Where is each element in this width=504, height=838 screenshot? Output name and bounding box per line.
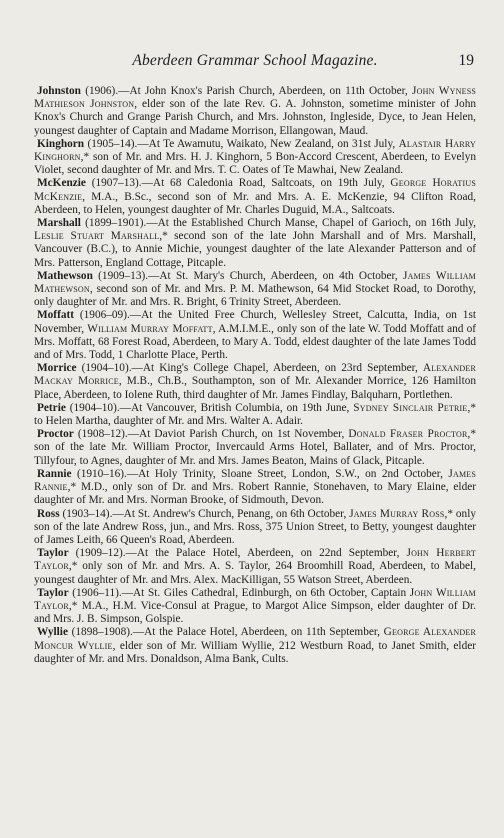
entry-text: ,* to Helen Martha, daughter of Mr. and Mrs. Walter A. Adair.: [34, 401, 476, 428]
entry-full-name: John William Taylor: [34, 586, 476, 612]
entry-text: , elder son of the late Rev. G. A. Johnston, sometime minister of John Knox's Church and Grange Parish Church, and Mrs. Johnston, Ingleside, Dyce, to Jean Helen, youngest daughter of Captain and Madame Morrison, Ellangowan, Maud.: [34, 98, 476, 137]
marriage-entry: [34, 309, 476, 362]
entry-surname: Taylor: [37, 547, 69, 560]
marriage-entries: [34, 85, 476, 666]
entry-text: ,* second son of the late John Marshall and of Mrs. Marshall, Vancouver (B.C.), to Annie Michie, youngest daughter of the late Alexander Patterson and of Mrs. Patterson, England Cottage, Pitcaple.: [34, 230, 476, 269]
entry-full-name: James Rannie: [34, 467, 476, 494]
marriage-entry: [34, 587, 476, 627]
entry-text: ,* son of Mr. and Mrs. H. J. Kinghorn, 5 Bon-Accord Crescent, Aberdeen, to Evelyn Violet, second daughter of Mr. and Mrs. T. C. Oates of Te Mawhai, New Zealand.: [34, 151, 476, 177]
page-number: 19: [458, 52, 474, 69]
entry-text: (1899–1901).—At the Established Church Manse, Chapel of Garioch, on 16th July,: [80, 217, 476, 230]
entry-text: , A.M.I.M.E., only son of the late W. Todd Moffatt and of Mrs. Moffatt, 68 Forest Road, Aberdeen, to Mary A. Todd, eldest daughter of the late James Todd and of Mrs. Todd, 1 Charlotte Place, Perth.: [34, 322, 476, 362]
entry-text: (1904–10).—At King's College Chapel, Aberdeen, on 23rd September,: [76, 362, 423, 375]
entry-text: (1909–12).—At the Palace Hotel, Aberdeen, on 22nd September,: [68, 547, 407, 560]
marriage-entry: [34, 508, 476, 548]
entry-text: (1910–16).—At Holy Trinity, Sloane Street, London, S.W., on 2nd October,: [71, 467, 449, 480]
entry-surname: Taylor: [37, 586, 69, 599]
entry-text: ,* M.D., only son of Dr. and Mrs. Robert Rannie, Stonehaven, to Mary Elaine, elder daughter of Mr. and Mrs. Norman Brooke, of Sidmouth, Devon.: [34, 481, 476, 507]
marriage-entry: [34, 270, 476, 310]
entry-full-name: Sydney Sinclair Petrie: [353, 401, 468, 414]
entry-full-name: George Alexander Moncur Wyllie: [34, 626, 476, 652]
entry-text: , M.A., B.Sc., second son of Mr. and Mrs. A. E. McKenzie, 94 Clifton Road, Aberdeen, to Helen, youngest daughter of Mr. Charles Duguid, M.A., Saltcoats.: [34, 190, 476, 216]
marriage-entry: [34, 402, 476, 428]
entry-text: (1903–14).—At St. Andrew's Church, Penang, on 6th October,: [59, 507, 350, 520]
marriage-entry: [34, 217, 476, 270]
entry-full-name: William Murray Moffatt: [87, 322, 213, 335]
entry-full-name: James William Mathewson: [34, 269, 476, 296]
entry-text: (1906–11).—At St. Giles Cathedral, Edinburgh, on 6th October, Captain: [68, 586, 410, 599]
entry-surname: Marshall: [37, 217, 81, 230]
entry-full-name: James Murray Ross: [349, 507, 445, 520]
entry-text: (1905–14).—At Te Awamutu, Waikato, New Zealand, on 31st July,: [84, 137, 399, 150]
entry-text: ,* only son of Mr. and Mrs. A. S. Taylor, 264 Broomhill Road, Aberdeen, to Mabel, youngest daughter of Mr. and Mrs. Alex. MacKilligan, 55 Watson Street, Aberdeen.: [34, 560, 476, 586]
entry-text: ,* M.A., H.M. Vice-Consul at Prague, to Margot Alice Simpson, elder daughter of Dr. and Mrs. J. B. Simpson, Golspie.: [34, 599, 476, 626]
entry-text: ,* son of the late Mr. William Proctor, Invercauld Arms Hotel, Ballater, and of Mrs. Proctor, Tillyfour, to Agnes, daughter of Mr. and Mrs. James Beaton, Mains of Glack, Pitcaple.: [34, 428, 476, 467]
marriage-entry: [34, 547, 476, 587]
entry-text: (1898–1908).—At the Palace Hotel, Aberdeen, on 11th September,: [67, 626, 384, 639]
marriage-entry: [34, 177, 476, 217]
entry-text: (1906–09).—At the United Free Church, Wellesley Street, Calcutta, India, on 1st November,: [34, 309, 476, 335]
marriage-entry: [34, 468, 476, 508]
entry-full-name: John Wyness Mathieson Johnston: [34, 85, 476, 111]
entry-text: (1908–12).—At Daviot Parish Church, on 1st November,: [73, 428, 349, 441]
entry-surname: Moffatt: [37, 309, 75, 322]
entry-text: , elder son of Mr. William Wyllie, 212 Westburn Road, to Janet Smith, elder daughter of Mr. and Mrs. Donaldson, Alma Bank, Cults.: [34, 639, 476, 665]
entry-surname: Wyllie: [37, 626, 68, 639]
entry-text: (1904–10).—At Vancouver, British Columbia, on 19th June,: [65, 401, 354, 414]
entry-text: , second son of Mr. and Mrs. P. M. Mathewson, 64 Mid Stocket Road, to Dorothy, only daughter of Mr. and Mrs. R. Bright, 6 Trinity Street, Aberdeen.: [34, 283, 476, 309]
entry-surname: Petrie: [37, 401, 66, 414]
entry-full-name: Leslie Stuart Marshall: [34, 230, 160, 243]
entry-surname: Proctor: [37, 428, 74, 441]
running-header: [34, 52, 476, 72]
entry-text: (1909–13).—At St. Mary's Church, Aberdeen, on 4th October,: [92, 269, 403, 282]
entry-text: , M.B., Ch.B., Southampton, son of Mr. Alexander Morrice, 126 Hamilton Place, Aberdeen, to Iolene Ruth, third daughter of Mr. James Findlay, Balquharn, Portlethen.: [34, 375, 477, 401]
entry-full-name: John Herbert Taylor: [34, 547, 476, 573]
entry-surname: Mathewson: [37, 269, 93, 282]
entry-surname: Morrice: [37, 362, 77, 375]
entry-full-name: Donald Fraser Proctor: [348, 428, 468, 441]
marriage-entry: [34, 138, 476, 178]
entry-surname: Ross: [37, 507, 60, 520]
marriage-entry: [34, 362, 476, 402]
entry-surname: Kinghorn: [37, 137, 85, 150]
entry-surname: Johnston: [37, 85, 81, 97]
entry-surname: Rannie: [37, 467, 72, 480]
entry-text: ,* only son of the late Andrew Ross, jun., and Mrs. Ross, 375 Union Street, to Betty, youngest daughter of James Leith, 66 Queen's Road, Aberdeen.: [34, 507, 476, 546]
entry-text: (1907–13).—At 68 Caledonia Road, Saltcoats, on 19th July,: [85, 177, 391, 190]
marriage-entry: [34, 428, 476, 468]
entry-full-name: George Horatius McKenzie: [34, 177, 476, 203]
entry-full-name: Alastair Harry Kinghorn: [34, 137, 476, 164]
entry-full-name: Alexander Mackay Morrice: [34, 362, 476, 388]
entry-surname: McKenzie: [37, 177, 86, 190]
entry-text: (1906).—At John Knox's Parish Church, Aberdeen, on 11th October,: [80, 85, 413, 97]
marriage-entry: [34, 85, 476, 138]
marriage-entry: [34, 626, 476, 666]
running-title: Aberdeen Grammar School Magazine.: [132, 52, 378, 69]
